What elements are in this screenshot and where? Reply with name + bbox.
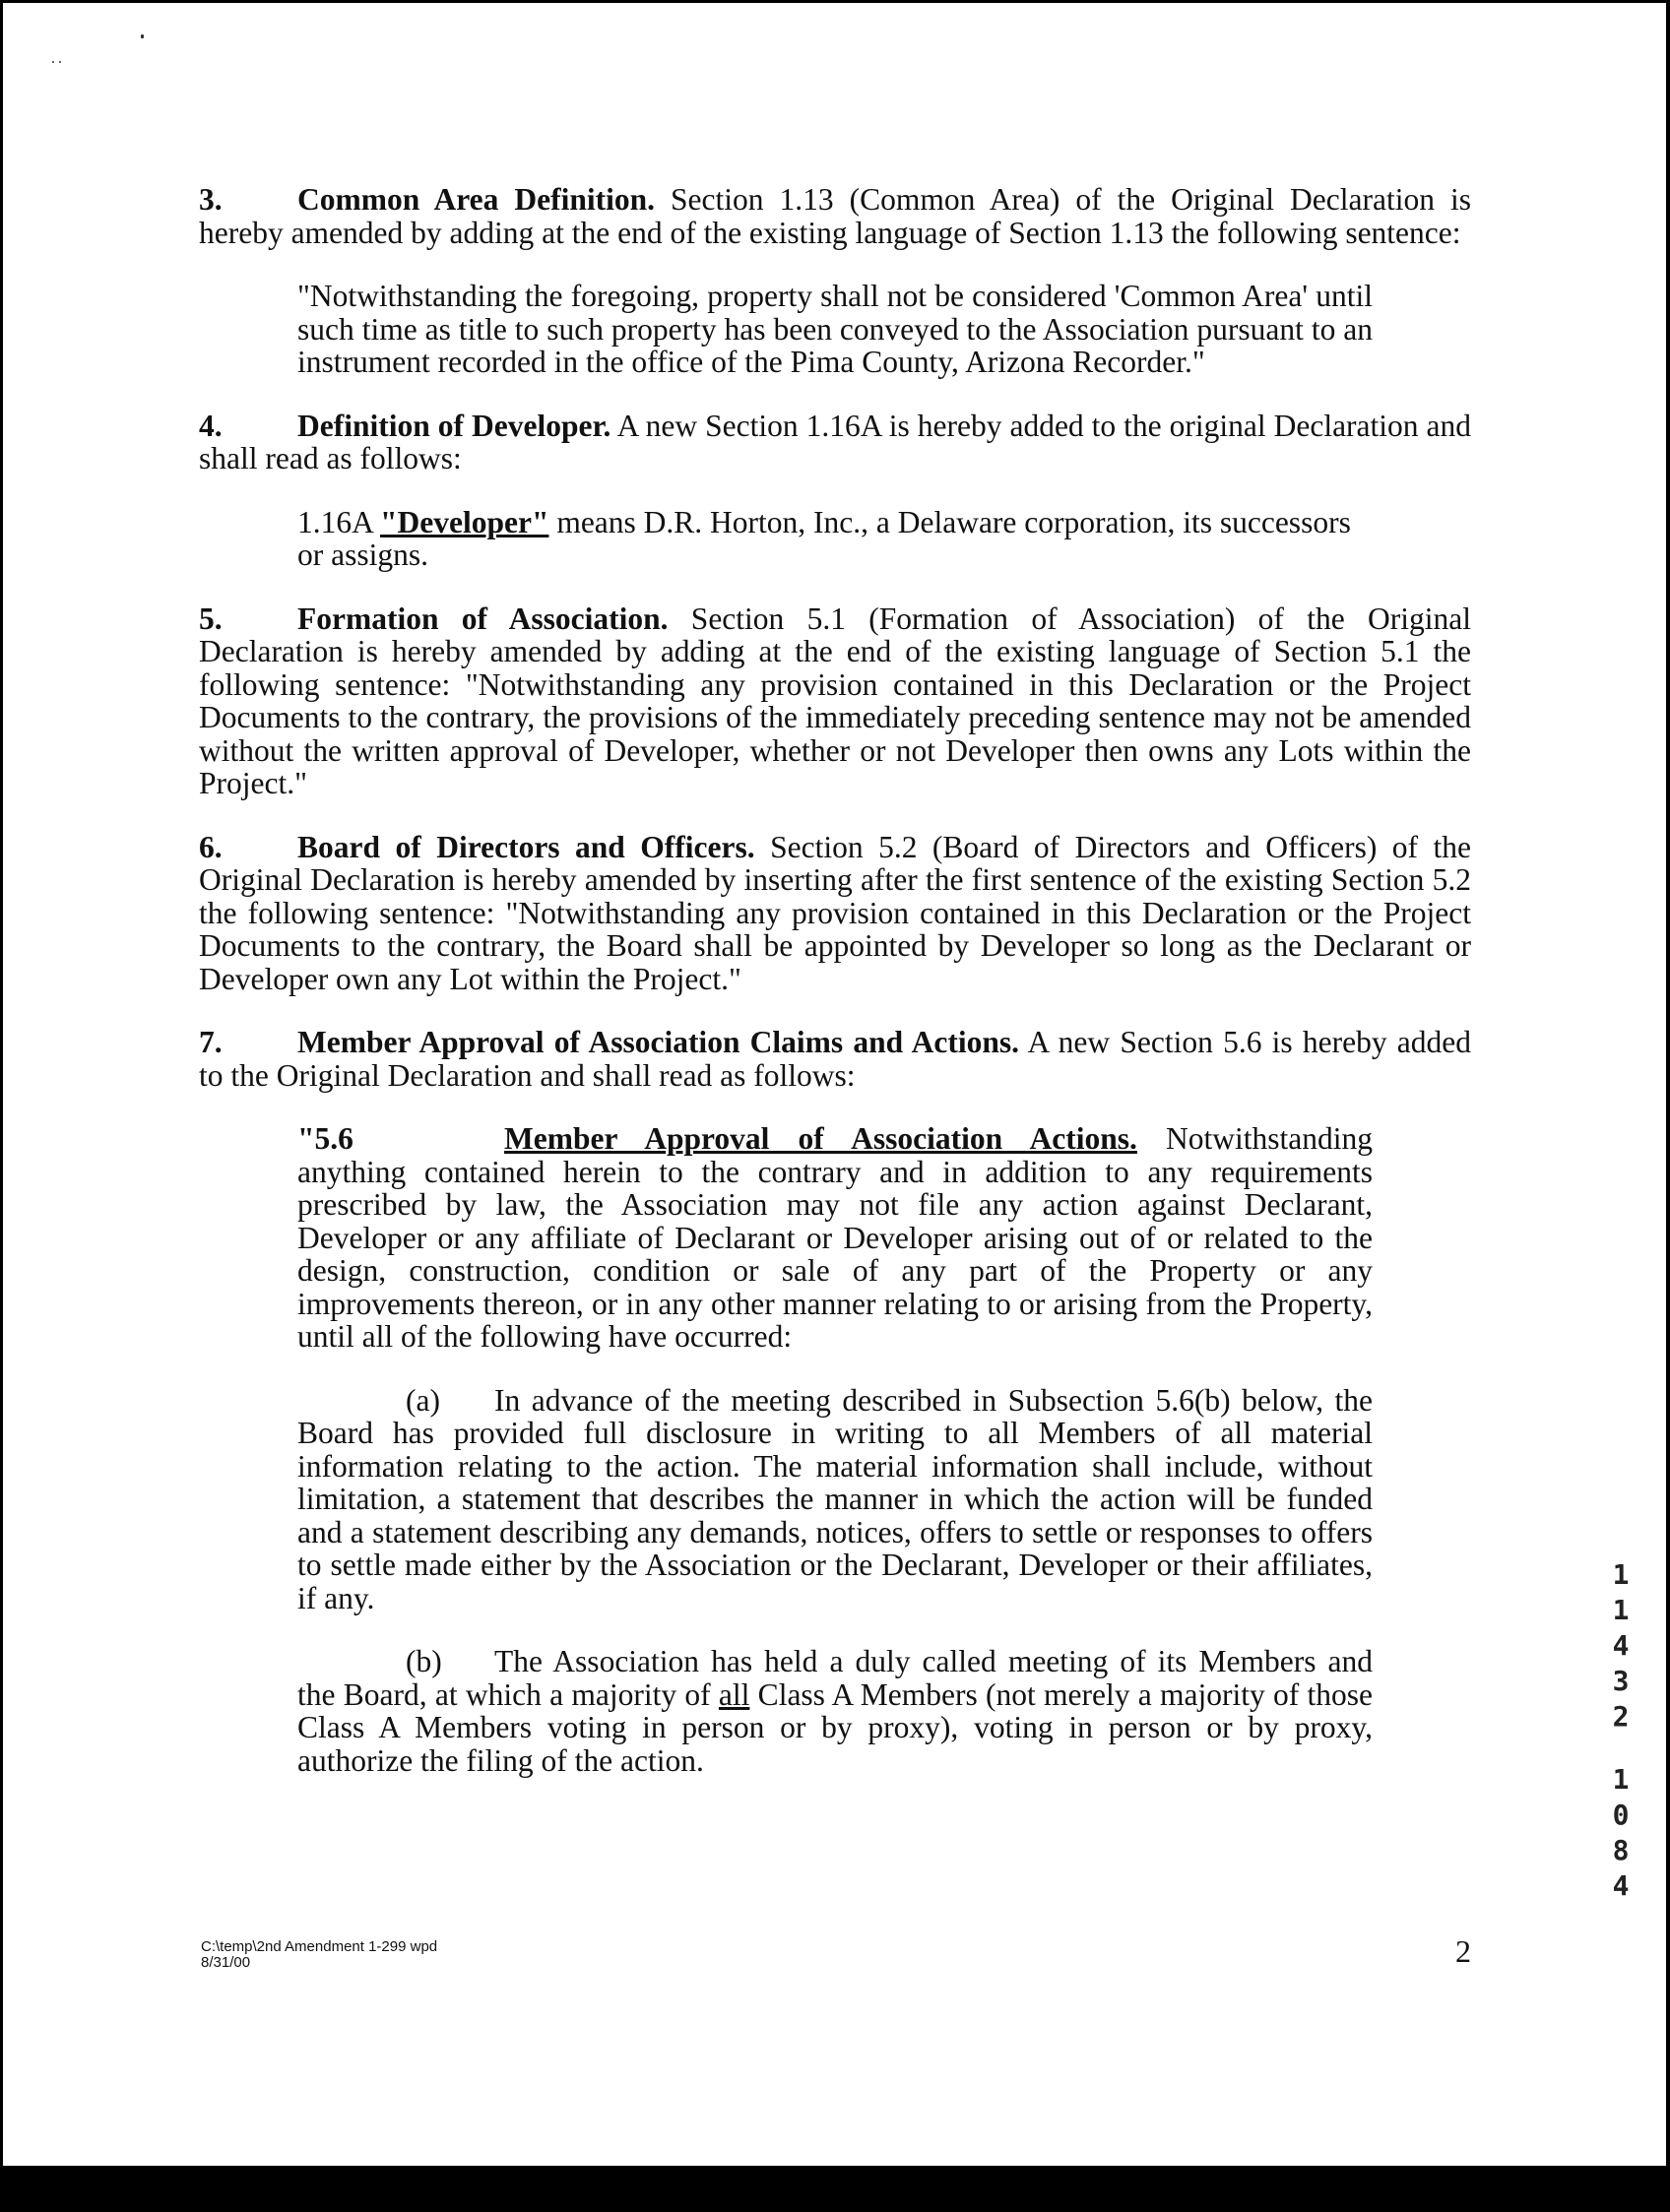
clause-emphasis: all xyxy=(718,1676,750,1712)
recording-digit: 4 xyxy=(1612,1629,1630,1662)
page-border-top xyxy=(0,0,1670,3)
section-heading: Member Approval of Association Claims and Actions. xyxy=(297,1025,1019,1059)
section-heading: Board of Directors and Officers. xyxy=(297,829,755,864)
clause-label: (b) xyxy=(406,1644,442,1678)
footer-date: 8/31/00 xyxy=(201,1954,251,1971)
recording-digit: 0 xyxy=(1612,1799,1630,1831)
scan-speck xyxy=(141,34,144,38)
recording-digit: 1 xyxy=(1612,1594,1630,1626)
recording-digit: 1 xyxy=(1612,1558,1630,1591)
clause-a xyxy=(297,1384,1373,1615)
section-number: 5. xyxy=(199,600,223,636)
section-text: A new Section 1.16A is hereby added to the original Declaration and shall read as follows: xyxy=(199,408,1472,475)
document-body xyxy=(199,183,1471,1807)
definition-term: "Developer" xyxy=(380,504,549,539)
recording-digit: 1 xyxy=(1612,1763,1630,1796)
section-text: Section 5.2 (Board of Directors and Officers) of the Original Declaration is hereby amended by inserting after the first sentence of the existing Section 5.2 the following sentence: "Notwithstanding any provision contained in this Declaration or the Project Documents to the contrary, the Board shall be appointed by Developer so long as the Declarant or Developer own any Lot within the Project." xyxy=(199,829,1472,996)
clause-text: In advance of the meeting described in Subsection 5.6(b) below, the Board has provided full disclosure in writing to all Members of all material information relating to the action. The material information shall include, without limitation, a statement that describes the manner in which the action will be funded and a statement describing any demands, notices, offers to settle or responses to offers to settle made either by the Association or the Declarant, Developer or their affiliates, if any. xyxy=(297,1382,1373,1615)
clause-text: Class A Members (not merely a majority of those Class A Members voting in person or by proxy), voting in person or by proxy, authorize the filing of the action. xyxy=(297,1676,1373,1778)
recording-digit: 3 xyxy=(1612,1665,1630,1697)
recording-digit: 2 xyxy=(1612,1700,1630,1733)
section-text: Section 5.1 (Formation of Association) of the Original Declaration is hereby amended by adding at the end of the existing language of Section 5.1 the following sentence: "Notwithstanding any provision contained in this Declaration or the Project Documents to the contrary, the provisions of the immediately preceding sentence may not be amended without the written approval of Developer, whether or not Developer then owns any Lots within the Project." xyxy=(199,600,1471,800)
section-number: 4. xyxy=(199,408,223,443)
page-number: 2 xyxy=(1455,1933,1471,1969)
section-text: Section 1.13 (Common Area) of the Original Declaration is hereby amended by adding at the end of the existing language of Section 1.13 the following sentence: xyxy=(199,182,1471,250)
definition-number: 1.16A xyxy=(297,504,381,539)
section-3-quote: "Notwithstanding the foregoing, property shall not be considered 'Common Area' until such time as title to such property has been conveyed to the Association pursuant to an instrument recorded in the office of the Pima County, Arizona Recorder." xyxy=(297,279,1373,379)
clause-text: The Association has held a duly called meeting of its Members and the Board, at which a majority of xyxy=(297,1644,1373,1712)
section-5 xyxy=(199,602,1471,800)
recording-number xyxy=(1607,1557,1635,1904)
section-4 xyxy=(199,410,1471,475)
section-heading: Definition of Developer. xyxy=(297,408,611,443)
scan-bottom-bar xyxy=(0,2166,1670,2212)
clause-b xyxy=(297,1645,1373,1777)
section-6 xyxy=(199,831,1471,996)
scan-speck xyxy=(52,61,54,63)
section-text: A new Section 5.6 is hereby added to the Original Declaration and shall read as follows: xyxy=(199,1025,1471,1093)
subsection-text: Notwithstanding anything contained herein to the contrary and in addition to any requirements prescribed by law, the Association may not file any action against Declarant, Developer or any affiliate of Declarant or Developer arising out of or related to the design, construction, condition or sale of any part of the Property or any improvements thereon, or in any other manner relating to or arising from the Property, until all of the following have occurred: xyxy=(297,1121,1373,1354)
section-number: 3. xyxy=(199,182,223,217)
recording-digit: 8 xyxy=(1612,1834,1630,1866)
subsection-number: "5.6 xyxy=(297,1121,353,1156)
footer-file-path: C:\temp\2nd Amendment 1-299 wpd xyxy=(201,1938,438,1955)
scan-speck xyxy=(59,61,61,63)
subsection-title: Member Approval of Association Actions. xyxy=(504,1121,1137,1156)
page-border-left xyxy=(0,0,3,2212)
section-number: 6. xyxy=(199,829,223,864)
section-heading: Formation of Association. xyxy=(297,600,669,636)
section-number: 7. xyxy=(199,1025,223,1059)
section-5-6 xyxy=(297,1122,1373,1354)
section-3 xyxy=(199,183,1471,249)
page-border-right xyxy=(1666,0,1670,2166)
definition-text: means D.R. Horton, Inc., a Delaware corporation, its successors or assigns. xyxy=(297,504,1351,572)
developer-definition xyxy=(297,506,1373,572)
section-heading: Common Area Definition. xyxy=(297,182,656,217)
section-7 xyxy=(199,1026,1471,1092)
footer-file-info xyxy=(201,1939,437,1971)
recording-digit: 4 xyxy=(1612,1869,1630,1902)
clause-label: (a) xyxy=(406,1382,440,1418)
